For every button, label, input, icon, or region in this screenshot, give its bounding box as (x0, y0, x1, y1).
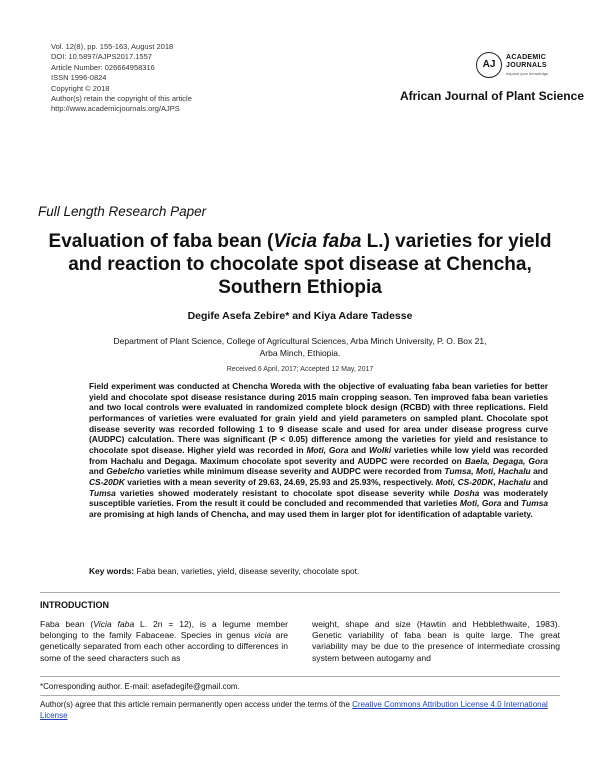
volume-line: Vol. 12(8), pp. 155-163, August 2018 (51, 42, 174, 51)
copyright-line: Copyright © 2018 (51, 83, 110, 93)
article-number-line: Article Number: 026664958316 (51, 62, 155, 72)
corresponding-author: *Corresponding author. E-mail: asefadegife@gmail.com. (40, 682, 240, 691)
logo-line-2: JOURNALS (506, 62, 547, 69)
footnote-divider (40, 676, 560, 677)
journal-url-line: http://www.academicjournals.org/AJPS (51, 104, 180, 114)
logo-circle-icon: AJ (476, 52, 502, 78)
authors: Degife Asefa Zebire* and Kiya Adare Tadesse (187, 310, 413, 322)
copyright-retain-line: Author(s) retain the copyright of this article (51, 94, 192, 104)
abstract: Field experiment was conducted at Chencha Woreda with the objective of evaluating faba bean varieties for better yield and chocolate spot disease resistance during 2015 main cropping season. Ten improved faba bean varieties and two local controls were evaluated in randomized complete block design (RCBD) with three replications. Field performances of varieties were evaluated for grain yield and yield parameters on sampled plant. Chocolate spot disease severity was recorded following 1 to 9 disease scale and used for area under disease progress curve (AUDPC) calculation. There was significant (P < 0.05) difference among the varieties for yield and resistance to chocolate spot disease. Higher yield was recorded in Moti, Gora and Wolki varieties while low yield was recorded from Hachalu and Degaga. Maximum chocolate spot severity and AUDPC were recorded on Baela, Degaga, Gora and Gebelcho varieties while minimum disease severity and AUDPC were recorded from Tumsa, Moti, Hachalu and CS-20DK varieties with a mean severity of 29.63, 24.69, 25.93 and 25.93%, respectively. Moti, CS-20DK, Hachalu and Tumsa varieties showed moderately resistant to chocolate spot disease severity while Dosha was moderately susceptible varieties. From the result it could be concluded and recommended that varieties Moti, Gora and Tumsa are promising at high lands of Chencha, and may used them in larger plot for identification of adaptable variety. (89, 381, 549, 519)
paper-type: Full Length Research Paper (38, 204, 207, 219)
journal-name: African Journal of Plant Science (399, 89, 584, 103)
license-divider (40, 695, 560, 696)
license-notice: Author(s) agree that this article remain permanently open access under the terms of the Creative Commons Attribution License 4.0 International License (40, 700, 548, 720)
logo-tagline: expand your knowledge (506, 71, 549, 76)
keywords (89, 566, 548, 576)
keywords-text: Faba bean, varieties, yield, disease severity, chocolate spot. (134, 566, 360, 576)
received-accepted-dates: Received 6 April, 2017; Accepted 12 May, 2017 (226, 366, 374, 373)
intro-right-column: weight, shape and size (Hawtin and Hebblethwaite, 1983). Genetic variability of faba bean is quite large. The great variability may be due to the presence of intermediate crossing system between autogamy and (312, 619, 560, 663)
keywords-label: Key words: (89, 566, 135, 576)
article-metadata (51, 42, 192, 115)
logo-line-1: ACADEMIC (506, 54, 547, 61)
license-link[interactable]: Creative Commons Attribution License 4.0 International License (40, 700, 548, 720)
intro-left-column: Faba bean (Vicia faba L. 2n = 12), is a legume member belonging to the family Fabaceae. Species in genus vicia are genetically separated from each other according to differences in some of the seed characters such as (40, 619, 288, 663)
paper-title: Evaluation of faba bean (Vicia faba L.) varieties for yield and reaction to chocolate spot disease at Chencha, Southern Ethiopia (48, 231, 552, 298)
academic-journals-logo (476, 52, 596, 82)
logo-wordmark (506, 54, 547, 70)
issn-line: ISSN 1996-0824 (51, 73, 107, 83)
affiliation: Department of Plant Science, College of Agricultural Sciences, Arba Minch University, P. O. Box 21, Arba Minch, Ethiopia. (113, 336, 487, 358)
doi-line: DOI: 10.5897/AJPS2017.1557 (51, 52, 152, 62)
introduction-heading: INTRODUCTION (40, 600, 109, 610)
section-divider (40, 592, 560, 593)
